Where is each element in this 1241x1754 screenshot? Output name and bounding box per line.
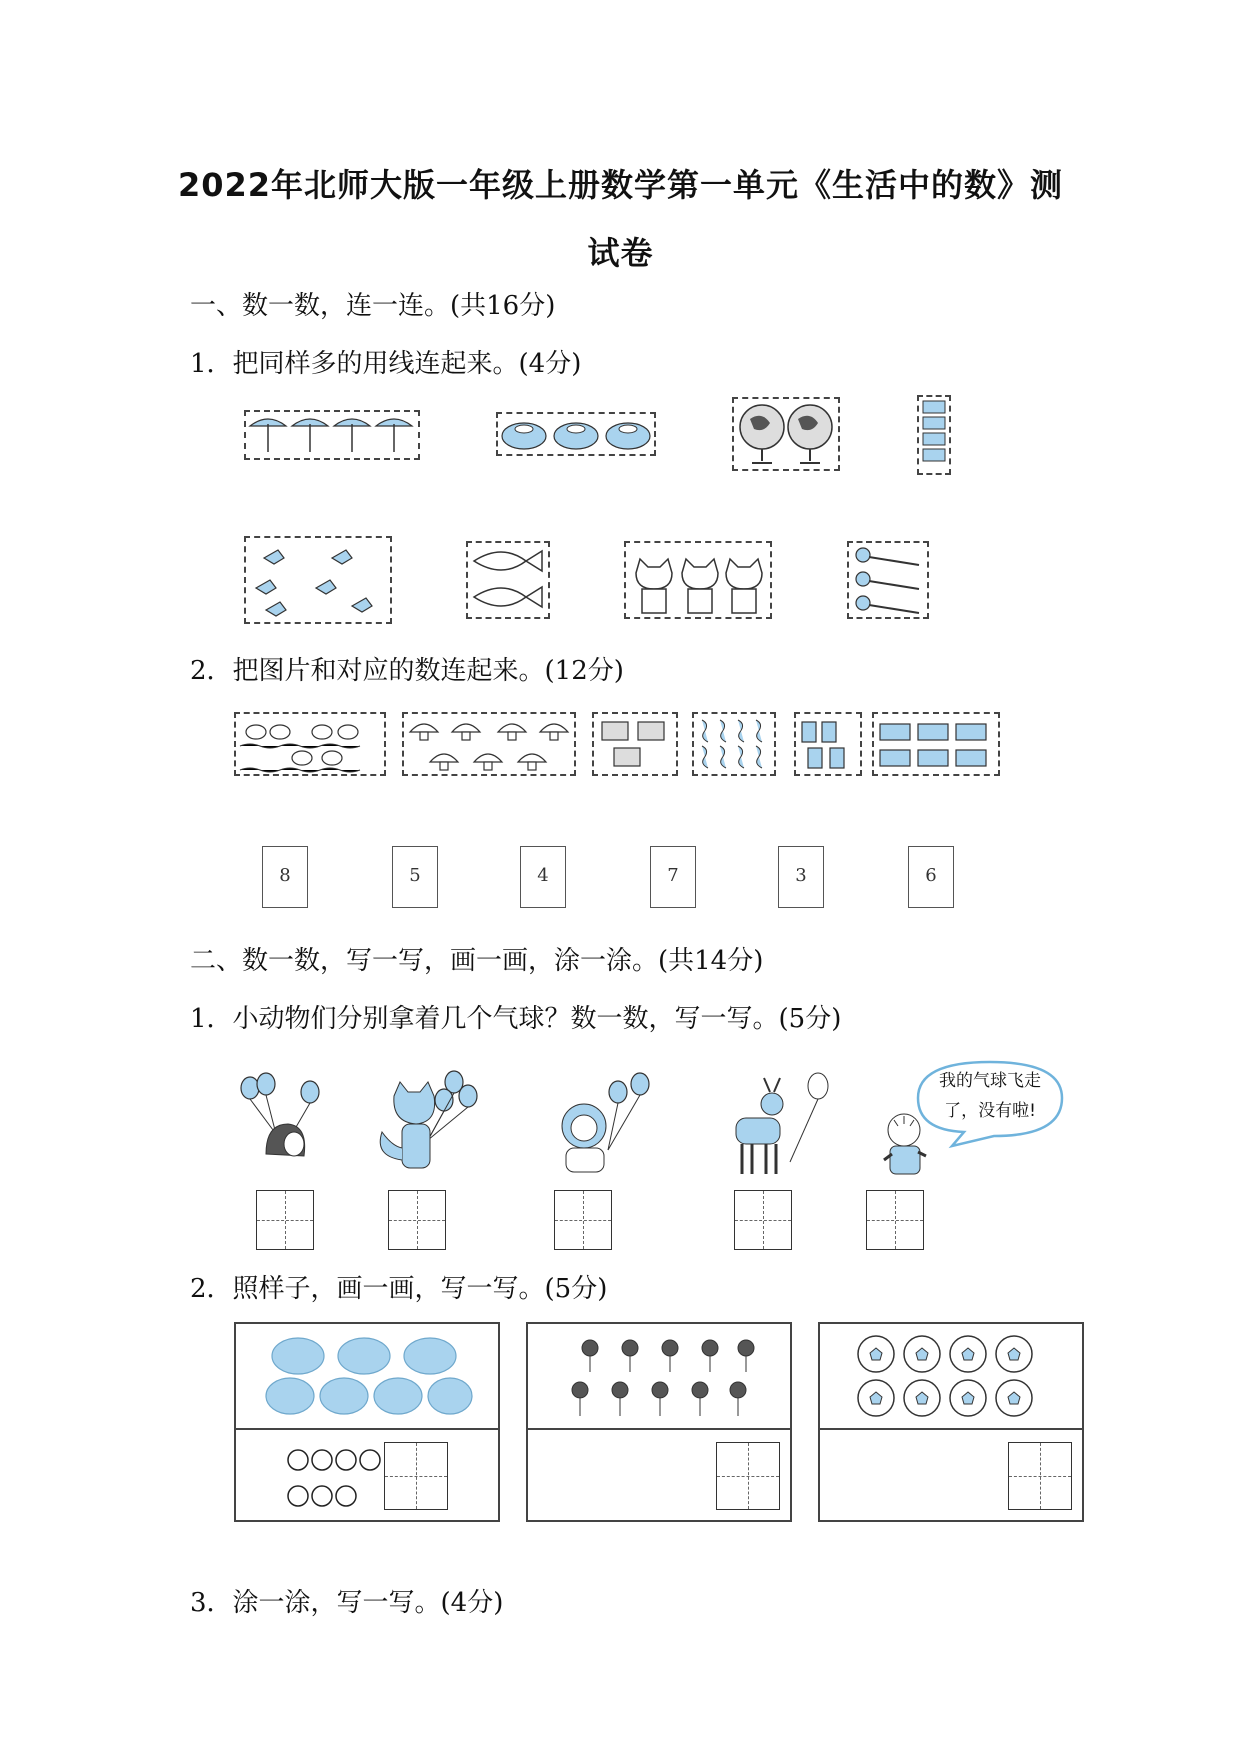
number-card-value: 7 — [667, 865, 679, 886]
cake-group[interactable] — [496, 412, 656, 456]
number-card[interactable] — [908, 846, 954, 908]
answer-box[interactable] — [866, 1190, 924, 1250]
number-card[interactable] — [778, 846, 824, 908]
sunflower-icon — [568, 1332, 758, 1422]
lion-icon — [548, 1070, 658, 1180]
number-card[interactable] — [650, 846, 696, 908]
number-card-value: 3 — [795, 865, 807, 886]
bird-group[interactable] — [244, 536, 392, 624]
example-panel — [234, 1322, 500, 1522]
soccer-ball-icon — [856, 1334, 1056, 1420]
number-card[interactable] — [520, 846, 566, 908]
answer-box[interactable] — [388, 1190, 446, 1250]
number-card[interactable] — [392, 846, 438, 908]
soccer-ball-panel — [818, 1322, 1084, 1522]
sunflower-panel — [526, 1322, 792, 1522]
pencil-sharpener-group[interactable] — [592, 712, 678, 776]
section1-heading: 一、数一数，连一连。(共16分) — [190, 291, 556, 321]
fish-icon — [468, 543, 548, 617]
cat-icon — [626, 543, 770, 617]
speech-bubble — [924, 1066, 1056, 1126]
deer-icon — [730, 1068, 830, 1180]
answer-box[interactable] — [554, 1190, 612, 1250]
section2-question2: 2．照样子，画一画，写一写。(5分) — [190, 1274, 608, 1304]
milk-carton-icon — [796, 714, 860, 774]
section2-heading: 二、数一数，写一写，画一画，涂一涂。(共14分) — [190, 946, 764, 976]
circle-marks-icon — [286, 1446, 396, 1516]
fox-icon — [372, 1070, 482, 1180]
spoon-icon — [849, 543, 927, 617]
milk-carton-group[interactable] — [794, 712, 862, 776]
spoon-group[interactable] — [847, 541, 929, 619]
umbrella-group[interactable] — [244, 410, 420, 460]
seahorse-icon — [694, 714, 774, 774]
globe-icon — [734, 399, 838, 469]
answer-box[interactable] — [1008, 1442, 1072, 1510]
eraser-group[interactable] — [872, 712, 1000, 776]
page-title: 2022年北师大版一年级上册数学第一单元《生活中的数》测 — [177, 166, 1064, 204]
answer-box[interactable] — [734, 1190, 792, 1250]
bird-icon — [246, 538, 390, 622]
answer-box[interactable] — [256, 1190, 314, 1250]
section2-question1: 1．小动物们分别拿着几个气球？数一数，写一写。(5分) — [190, 1004, 842, 1034]
book-icon — [919, 397, 949, 473]
answer-box[interactable] — [384, 1442, 448, 1510]
number-card-value: 4 — [537, 865, 549, 886]
number-card-value: 5 — [409, 865, 421, 886]
fish-group[interactable] — [466, 541, 550, 619]
number-card[interactable] — [262, 846, 308, 908]
number-card-value: 6 — [925, 865, 937, 886]
globe-group[interactable] — [732, 397, 840, 471]
duck-group[interactable] — [234, 712, 386, 776]
section1-question2: 2．把图片和对应的数连起来。(12分) — [190, 656, 624, 686]
speech-bubble-line1: 我的气球飞走 — [939, 1071, 1041, 1091]
hedgehog-icon — [236, 1074, 326, 1174]
eraser-icon — [874, 714, 998, 774]
cat-group[interactable] — [624, 541, 772, 619]
tomato-icon — [264, 1334, 474, 1418]
speech-bubble-line2: 了，没有啦! — [944, 1101, 1036, 1121]
book-stack-group[interactable] — [917, 395, 951, 475]
cake-icon — [498, 414, 654, 454]
umbrella-icon — [246, 412, 418, 458]
mushroom-icon — [404, 714, 574, 774]
page-title-continued: 试卷 — [587, 234, 654, 272]
section2-question3: 3．涂一涂，写一写。(4分) — [190, 1588, 504, 1618]
duck-icon — [236, 714, 384, 774]
pencil-sharpener-icon — [594, 714, 676, 774]
number-card-value: 8 — [279, 865, 291, 886]
section1-question1: 1．把同样多的用线连起来。(4分) — [190, 349, 582, 379]
answer-box[interactable] — [716, 1442, 780, 1510]
mushroom-group[interactable] — [402, 712, 576, 776]
seahorse-group[interactable] — [692, 712, 776, 776]
